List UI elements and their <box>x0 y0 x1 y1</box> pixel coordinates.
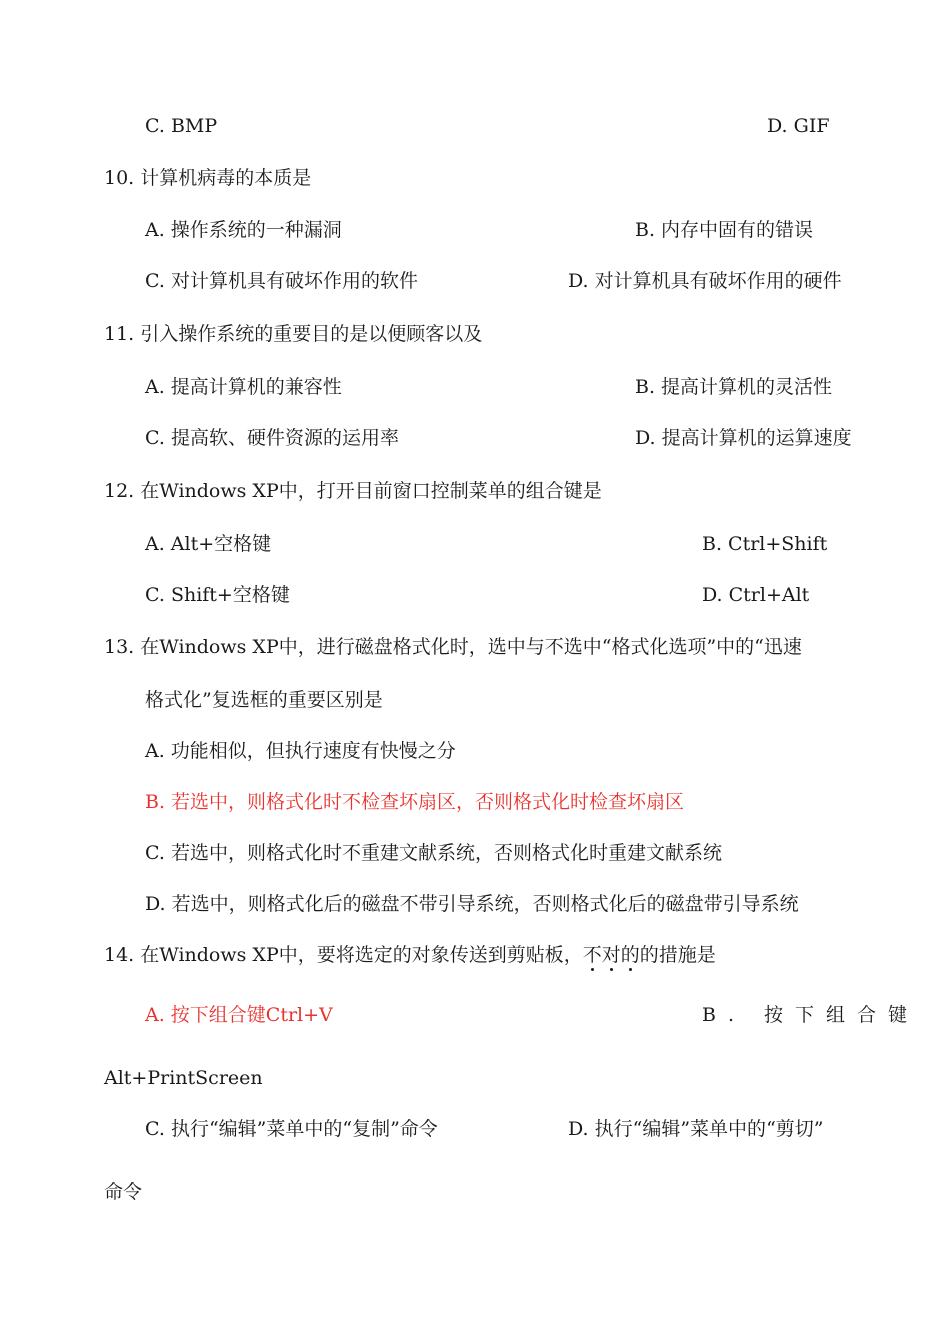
q12-option-c: C. Shift+空格键 <box>145 584 290 606</box>
emphasis-dot <box>610 968 613 971</box>
q13-option-a: A. 功能相似，但执行速度有快慢之分 <box>145 740 456 762</box>
q9-option-c: C. BMP <box>145 115 218 137</box>
q14-stem-pre: 14. 在Windows XP中，要将选定的对象传送到剪贴板， <box>104 944 583 966</box>
q10-option-d: D. 对计算机具有破坏作用的硬件 <box>568 270 842 292</box>
question-10-stem: 10. 计算机病毒的本质是 <box>104 167 312 189</box>
q12-option-b: B. Ctrl+Shift <box>702 533 828 555</box>
emphasis-dot <box>629 968 632 971</box>
question-11-stem: 11. 引入操作系统的重要目的是以便顾客以及 <box>104 323 483 345</box>
q14-option-a-answer: A. 按下组合键Ctrl+V <box>145 1004 333 1026</box>
q14-option-d: D. 执行“编辑”菜单中的“剪切” <box>568 1118 824 1140</box>
q14-option-b-cont: Alt+PrintScreen <box>104 1067 263 1089</box>
q10-option-a: A. 操作系统的一种漏洞 <box>145 219 342 241</box>
q13-option-d: D. 若选中，则格式化后的磁盘不带引导系统，否则格式化后的磁盘带引导系统 <box>145 893 799 915</box>
emphasis-dot <box>591 968 594 971</box>
question-13-stem: 13. 在Windows XP中，进行磁盘格式化时，选中与不选中“格式化选项”中的“迅速 <box>104 636 802 658</box>
q11-option-d: D. 提高计算机的运算速度 <box>635 427 852 449</box>
q13-option-b-answer: B. 若选中，则格式化时不检查坏扇区，否则格式化时检查坏扇区 <box>145 791 685 813</box>
q14-option-b: B. 按下组合键 <box>702 1004 920 1026</box>
question-14-stem <box>104 942 716 968</box>
q14-stem-emphasis <box>583 944 640 966</box>
q10-option-b: B. 内存中固有的错误 <box>635 219 814 241</box>
q13-option-c: C. 若选中，则格式化时不重建文献系统，否则格式化时重建文献系统 <box>145 842 722 864</box>
q12-option-a: A. Alt+空格键 <box>145 533 272 555</box>
q14-emphasis-text: 不对的 <box>582 944 640 966</box>
q14-stem-post: 的措施是 <box>639 944 716 966</box>
q11-option-a: A. 提高计算机的兼容性 <box>145 376 342 398</box>
q14-option-c: C. 执行“编辑”菜单中的“复制”命令 <box>145 1118 438 1140</box>
question-13-stem-cont: 格式化”复选框的重要区别是 <box>145 689 383 711</box>
q11-option-b: B. 提高计算机的灵活性 <box>635 376 833 398</box>
q12-option-d: D. Ctrl+Alt <box>702 584 810 606</box>
question-12-stem: 12. 在Windows XP中，打开目前窗口控制菜单的组合键是 <box>104 480 602 502</box>
q10-option-c: C. 对计算机具有破坏作用的软件 <box>145 270 418 292</box>
q14-option-d-cont: 命令 <box>104 1181 143 1203</box>
q9-option-d: D. GIF <box>767 115 830 137</box>
q11-option-c: C. 提高软、硬件资源的运用率 <box>145 427 399 449</box>
